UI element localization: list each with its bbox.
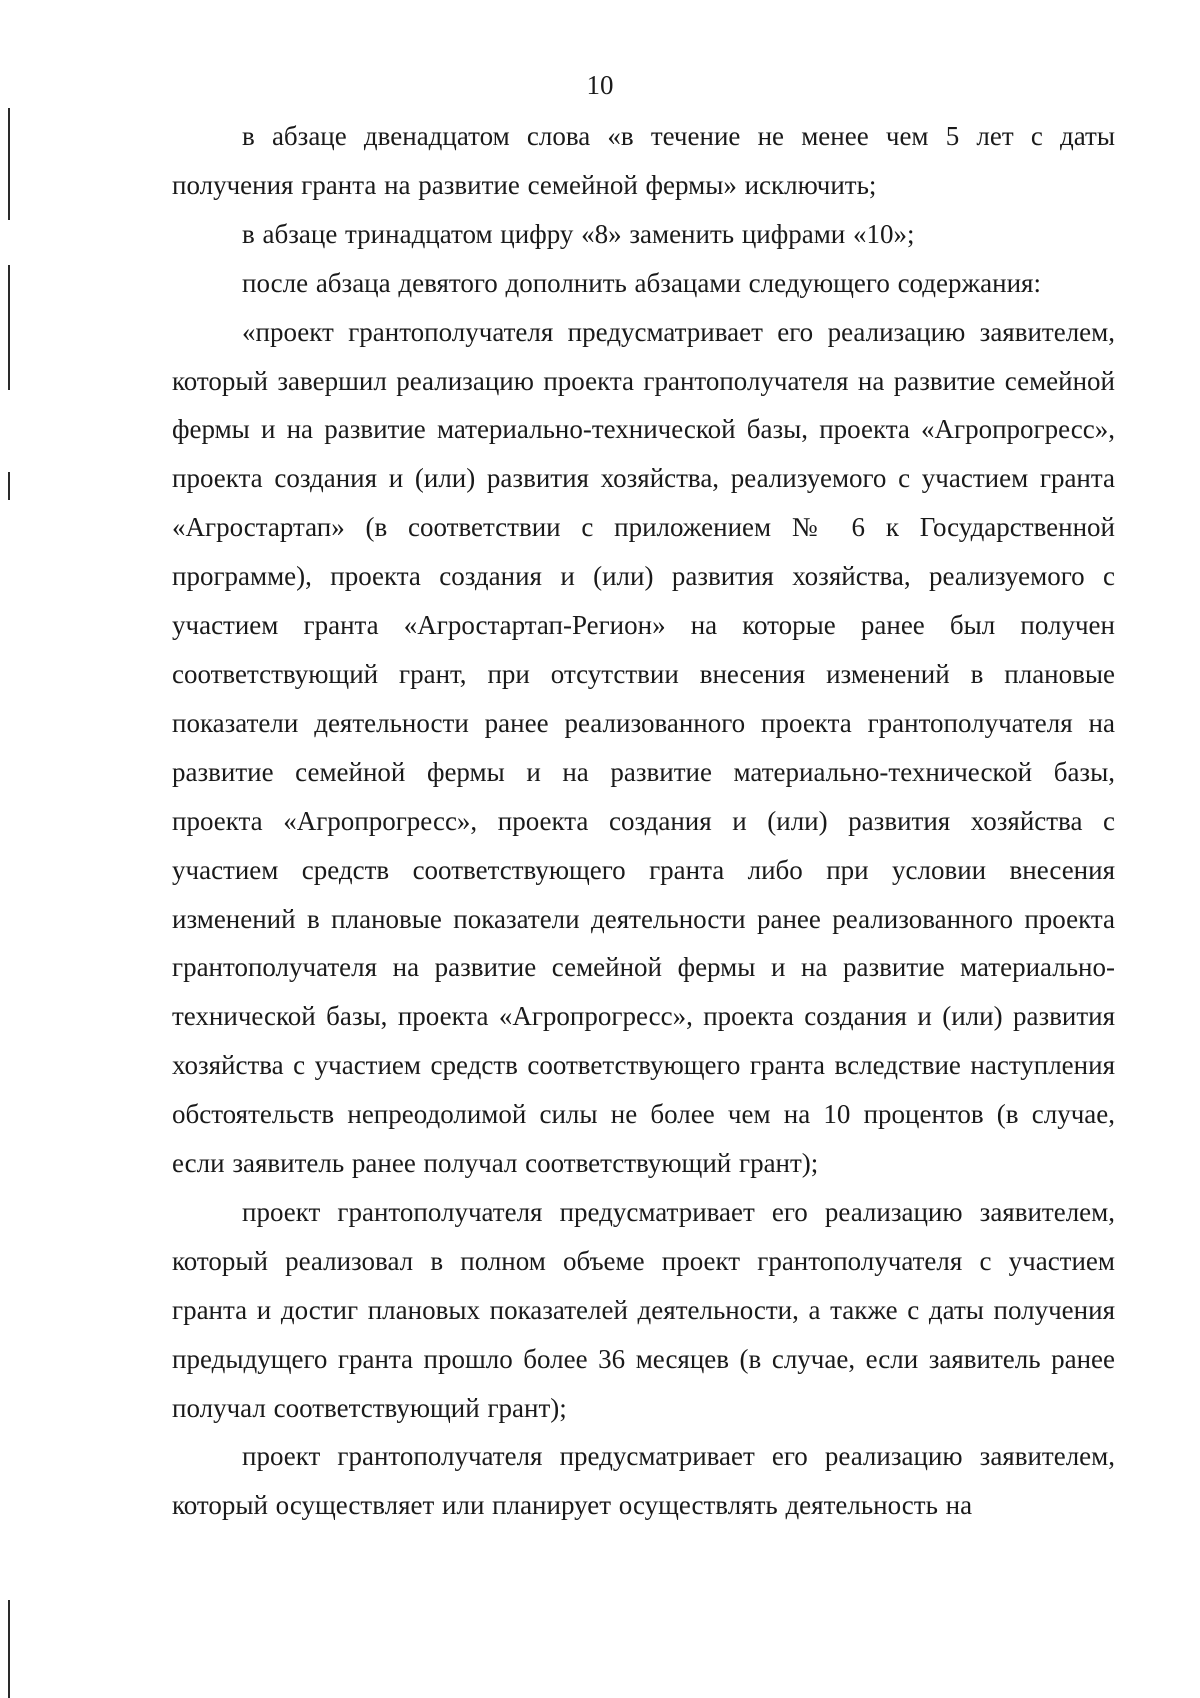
margin-line: [8, 265, 10, 390]
paragraph: в абзаце двенадцатом слова «в течение не менее чем 5 лет с даты получения гранта на развитие семейной фермы» исключить;: [172, 121, 1115, 200]
paragraph: «проект грантополучателя предусматривает его реализацию заявителем, который завершил реализацию проекта грантополучателя на развитие семейной фермы и на развитие материально-технической базы, проекта «Агропрогресс», проекта создания и (или) развития хозяйства, реализуемого с участием гранта «Агростартап» (в соответствии с приложением № 6 к Государственной программе), проекта создания и (или) развития хозяйства, реализуемого с участием гранта «Агростартап-Регион» на которые ранее был получен соответствующий грант, при отсутствии внесения изменений в плановые показатели деятельности ранее реализованного проекта грантополучателя на развитие семейной фермы и на развитие материально-технической базы, проекта «Агропрогресс», проекта создания и (или) развития хозяйства с участием средств соответствующего гранта либо при условии внесения изменений в плановые показатели деятельности ранее реализованного проекта грантополучателя на развитие семейной фермы и на развитие материально-технической базы, проекта «Агропрогресс», проекта создания и (или) развития хозяйства с участием средств соответствующего гранта вследствие наступления обстоятельств непреодолимой силы не более чем на 10 процентов (в случае, если заявитель ранее получал соответствующий грант);: [172, 316, 1115, 1179]
margin-line: [8, 472, 10, 500]
margin-line: [8, 1600, 10, 1698]
paragraph: в абзаце тринадцатом цифру «8» заменить цифрами «10»;: [242, 218, 915, 249]
margin-line: [8, 108, 10, 220]
paragraph: проект грантополучателя предусматривает его реализацию заявителем, который осуществляет или планирует осуществлять деятельность на: [172, 1441, 1115, 1521]
paragraph: после абзаца девятого дополнить абзацами следующего содержания:: [242, 267, 1041, 298]
document-body: [172, 112, 1115, 1530]
paragraph: проект грантополучателя предусматривает его реализацию заявителем, который реализовал в полном объеме проект грантополучателя с участием гранта и достиг плановых показателей деятельности, а также с даты получения предыдущего гранта прошло более 36 месяцев (в случае, если заявитель ранее получал соответствующий грант);: [172, 1196, 1115, 1423]
page-number: 10: [586, 70, 614, 100]
